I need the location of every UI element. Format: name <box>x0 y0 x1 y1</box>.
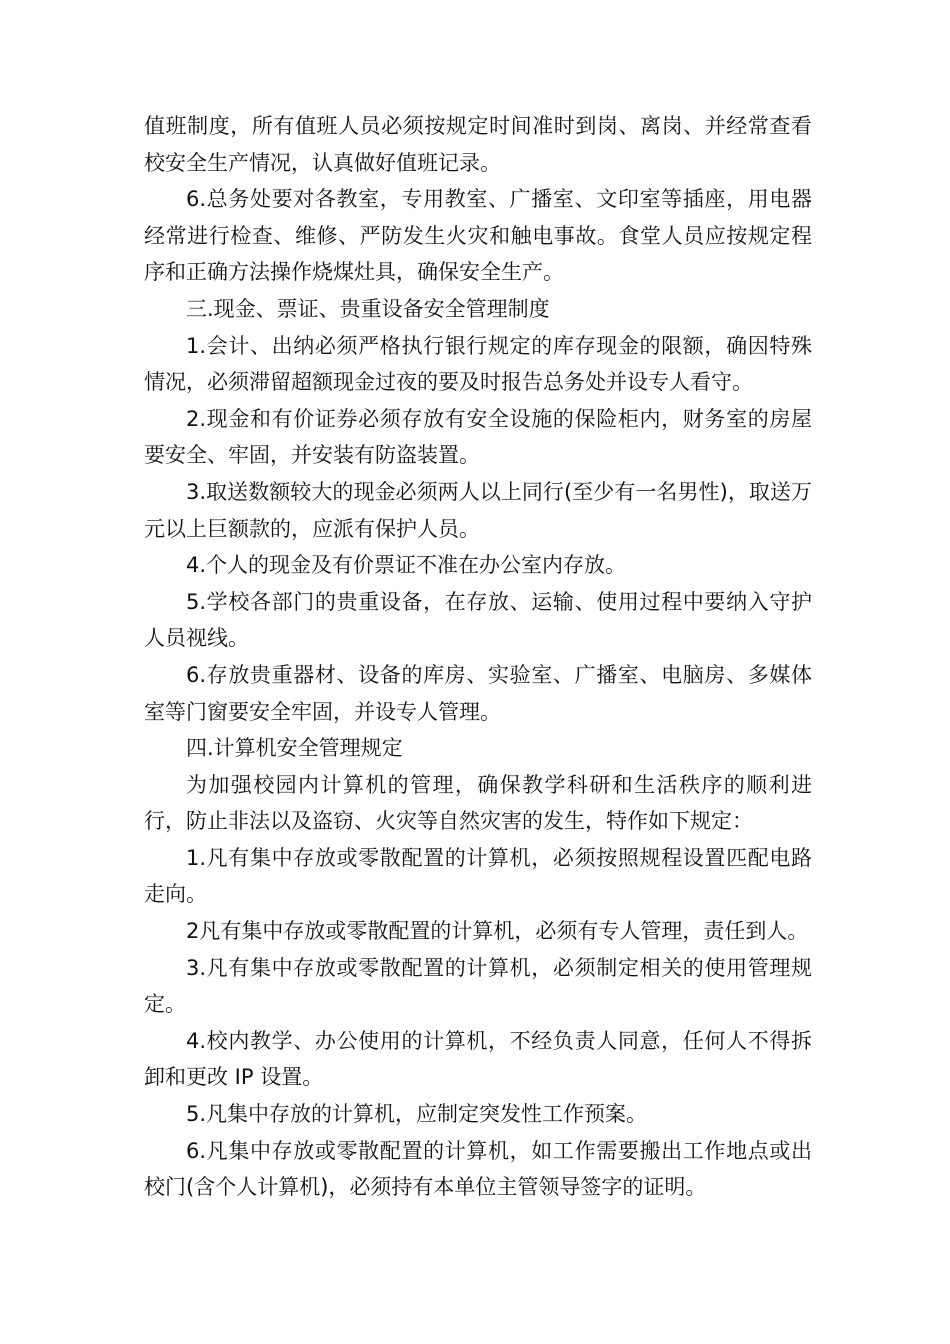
paragraph: 为加强校园内计算机的管理，确保教学科研和生活秩序的顺利进行，防止非法以及盗窃、火灾等自然灾害的发生，特作如下规定： <box>144 772 812 834</box>
paragraph: 2凡有集中存放或零散配置的计算机，必须有专人管理，责任到人。 <box>186 919 809 944</box>
document-body <box>144 108 812 1206</box>
section-heading: 四.计算机安全管理规定 <box>186 736 403 761</box>
paragraph: 4.个人的现金及有价票证不准在办公室内存放。 <box>186 553 627 578</box>
paragraph: 1.会计、出纳必须严格执行银行规定的库存现金的限额，确因特殊情况，必须滞留超额现金过夜的要及时报告总务处并设专人看守。 <box>144 333 812 395</box>
paragraph: 3.取送数额较大的现金必须两人以上同行(至少有一名男性)，取送万元以上巨额款的，应派有保护人员。 <box>144 479 812 541</box>
paragraph: 5.凡集中存放的计算机，应制定突发性工作预案。 <box>186 1102 648 1127</box>
section-heading: 三.现金、票证、贵重设备安全管理制度 <box>186 296 550 321</box>
paragraph: 6.凡集中存放或零散配置的计算机，如工作需要搬出工作地点或出校门(含个人计算机)，必须持有本单位主管领导签字的证明。 <box>144 1138 812 1200</box>
paragraph: 1.凡有集中存放或零散配置的计算机，必须按照规程设置匹配电路走向。 <box>144 845 812 907</box>
paragraph: 6.总务处要对各教室，专用教室、广播室、文印室等插座，用电器经常进行检查、维修、严防发生火灾和触电事故。食堂人员应按规定程序和正确方法操作烧煤灶具，确保安全生产。 <box>144 187 812 285</box>
paragraph: 3.凡有集中存放或零散配置的计算机，必须制定相关的使用管理规定。 <box>144 955 812 1017</box>
paragraph: 6.存放贵重器材、设备的库房、实验室、广播室、电脑房、多媒体室等门窗要安全牢固，并设专人管理。 <box>144 662 812 724</box>
paragraph: 4.校内教学、办公使用的计算机，不经负责人同意，任何人不得拆卸和更改 IP 设置。 <box>144 1028 812 1090</box>
paragraph: 值班制度，所有值班人员必须按规定时间准时到岗、离岗、并经常查看校安全生产情况，认真做好值班记录。 <box>144 114 812 175</box>
paragraph: 2.现金和有价证券必须存放有安全设施的保险柜内，财务室的房屋要安全、牢固，并安装有防盗装置。 <box>144 406 812 468</box>
paragraph: 5.学校各部门的贵重设备，在存放、运输、使用过程中要纳入守护人员视线。 <box>144 589 812 651</box>
